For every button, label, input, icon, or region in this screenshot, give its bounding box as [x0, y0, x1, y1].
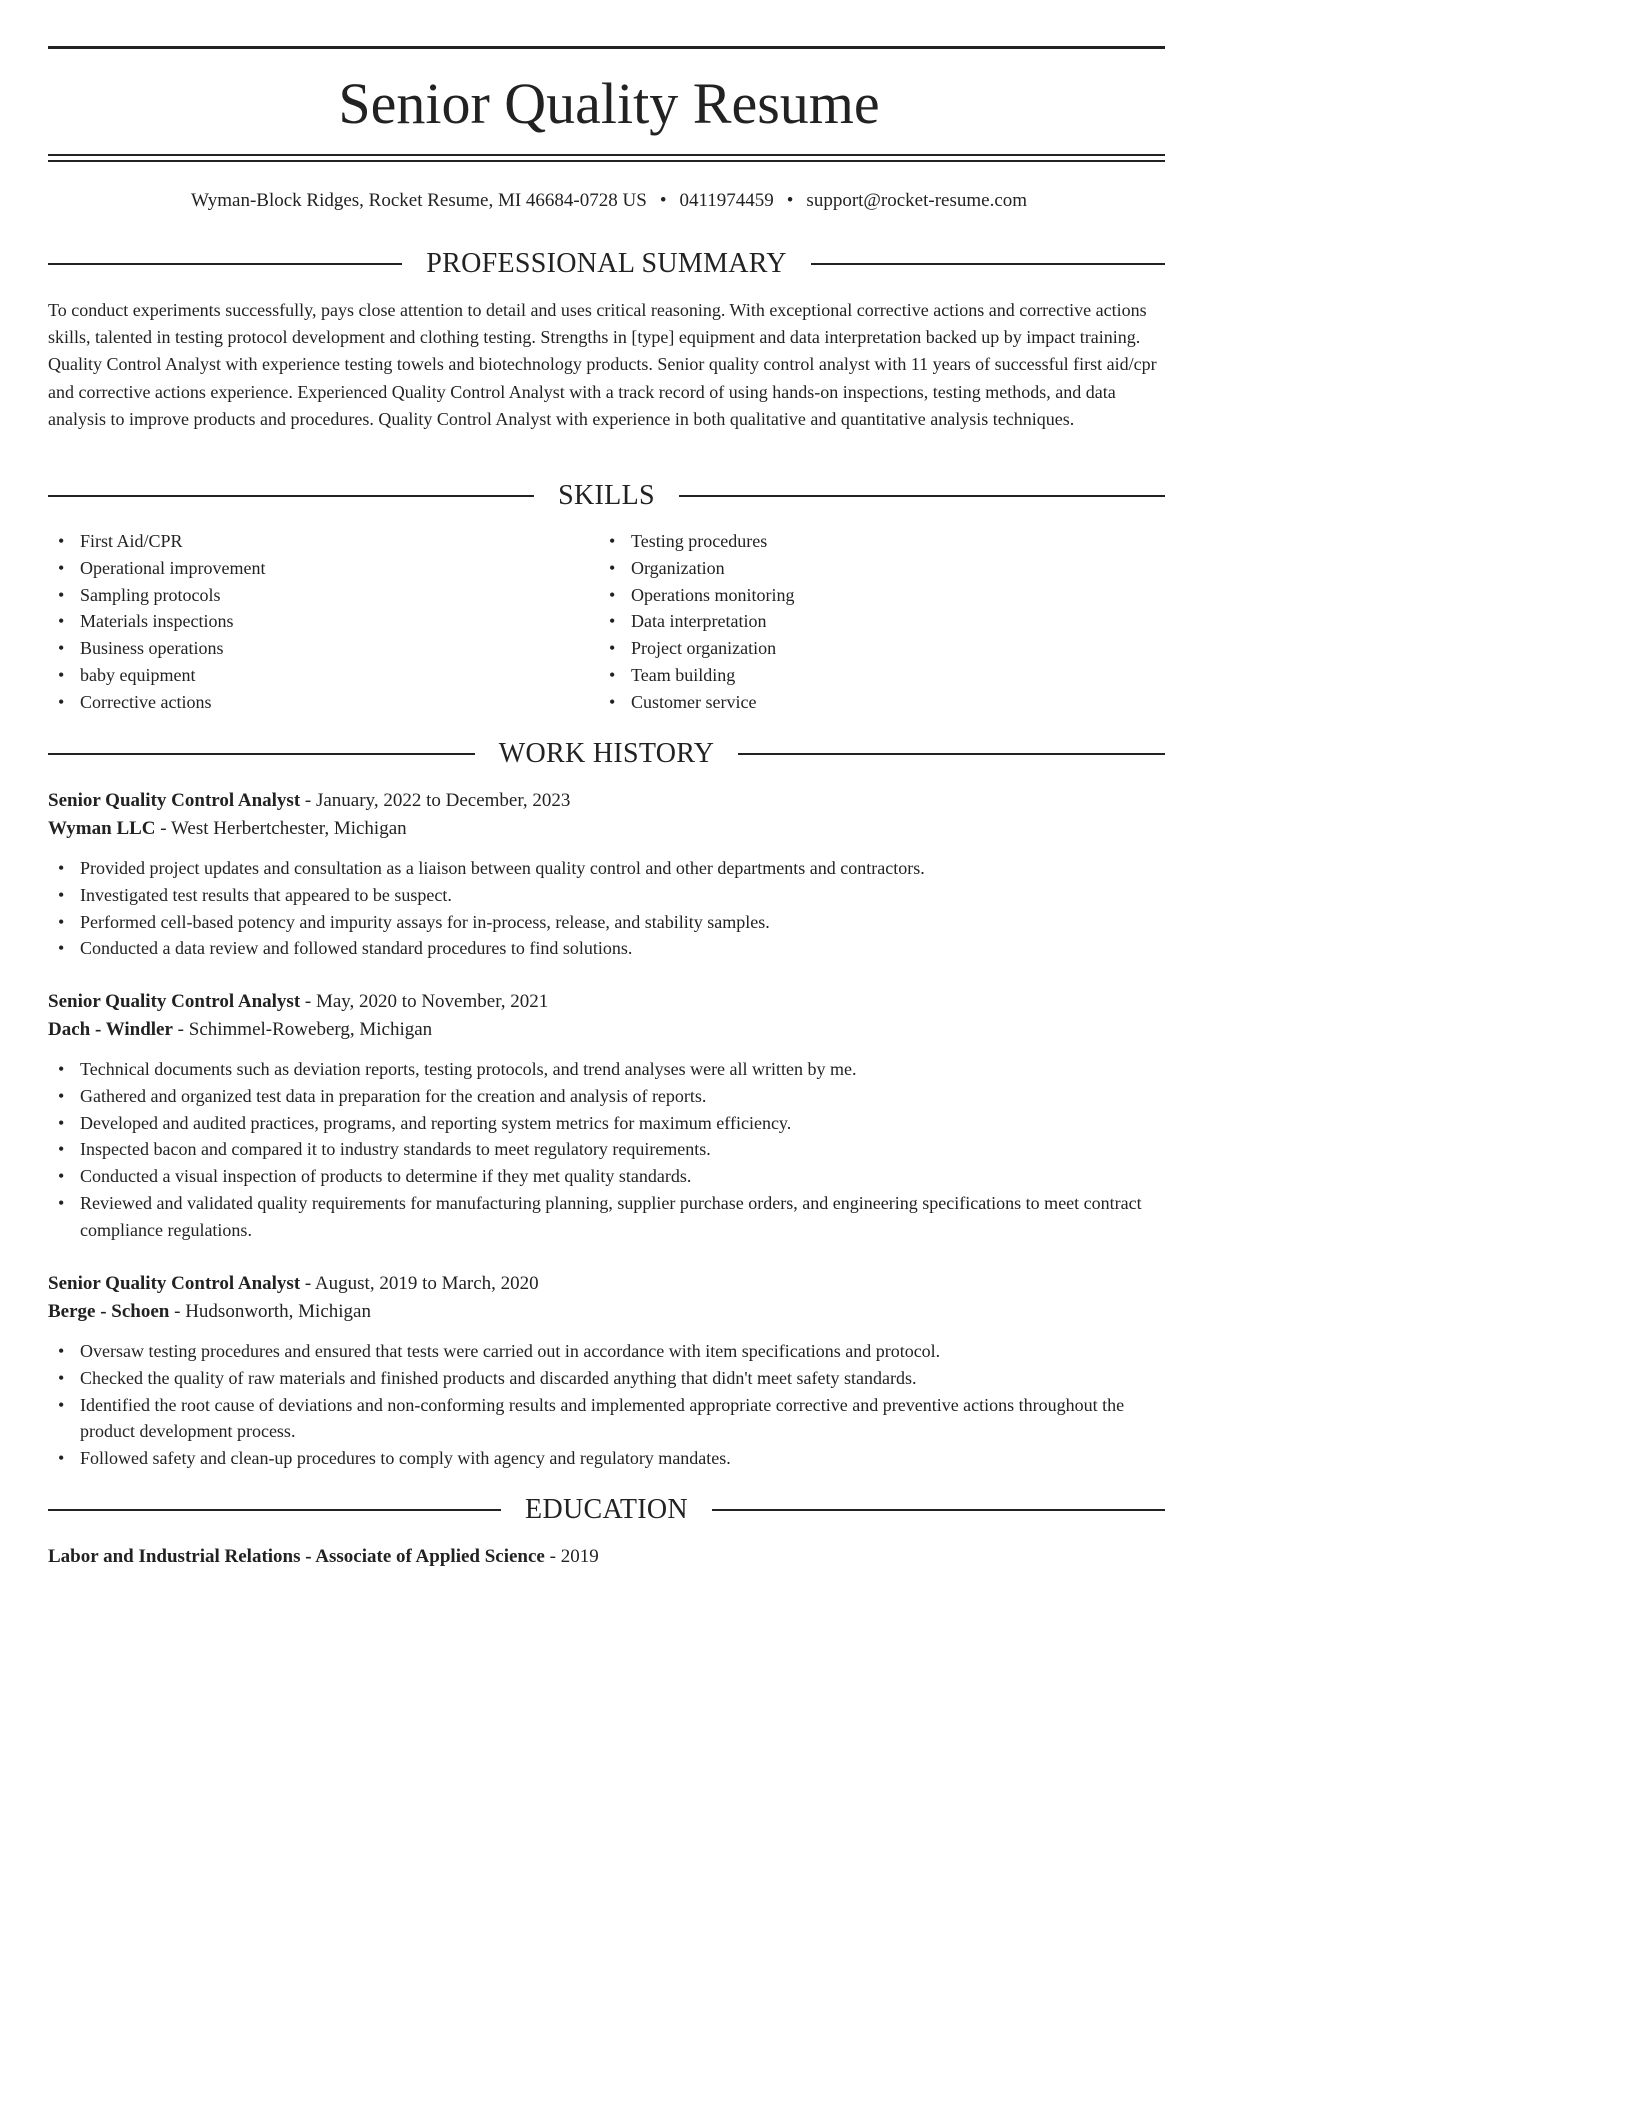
contact-line	[0, 188, 1218, 214]
job-company-line	[48, 1298, 1173, 1326]
skill-item: • Testing procedures	[599, 528, 1159, 555]
section-title: WORK HISTORY	[498, 738, 715, 769]
job-company: Wyman LLC	[48, 818, 156, 839]
job-bullet: • Technical documents such as deviation reports, testing protocols, and trend analyses were all written by me.	[48, 1056, 1173, 1083]
section-title: PROFESSIONAL SUMMARY	[426, 248, 787, 279]
skill-item: • Corrective actions	[48, 689, 568, 716]
job-location: - West Herbertchester, Michigan	[155, 818, 407, 839]
section-title: SKILLS	[558, 480, 655, 511]
section-heading-summary	[48, 246, 1165, 282]
job-company: Dach - Windler	[48, 1019, 173, 1040]
heading-rule	[811, 263, 1165, 265]
contact-email: support@rocket-resume.com	[806, 190, 1028, 211]
job-bullet: • Conducted a visual inspection of products to determine if they met quality standards.	[48, 1163, 1173, 1190]
job-title: Senior Quality Control Analyst	[48, 991, 301, 1012]
job-bullet: • Investigated test results that appeared to be suspect.	[48, 882, 1173, 909]
job-bullet: • Oversaw testing procedures and ensured that tests were carried out in accordance with item specifications and protocol.	[48, 1338, 1173, 1365]
heading-rule	[712, 1509, 1165, 1511]
education-year: - 2019	[544, 1546, 599, 1567]
heading-rule	[48, 495, 534, 497]
skill-item: • Project organization	[599, 635, 1159, 662]
job-title-line	[48, 1270, 1173, 1298]
skill-item: • Business operations	[48, 635, 568, 662]
section-heading-education	[48, 1492, 1165, 1528]
job-bullet: • Developed and audited practices, programs, and reporting system metrics for maximum efficiency.	[48, 1110, 1173, 1137]
contact-separator: •	[786, 190, 794, 211]
job-entry	[48, 1270, 1173, 1472]
job-bullets	[48, 1056, 1173, 1244]
skill-item: • Data interpretation	[599, 608, 1159, 635]
job-dates: - January, 2022 to December, 2023	[300, 790, 571, 811]
title-rule-upper	[48, 154, 1165, 156]
skill-item: • Sampling protocols	[48, 582, 568, 609]
job-title-line	[48, 988, 1173, 1016]
skill-item: • Operational improvement	[48, 555, 568, 582]
skill-item: • Customer service	[599, 689, 1159, 716]
heading-rule	[48, 263, 402, 265]
job-bullet: • Followed safety and clean-up procedures to comply with agency and regulatory mandates.	[48, 1445, 1173, 1472]
job-title: Senior Quality Control Analyst	[48, 1273, 301, 1294]
section-title: EDUCATION	[525, 1494, 688, 1525]
job-title: Senior Quality Control Analyst	[48, 790, 301, 811]
heading-rule	[48, 753, 475, 755]
skill-item: • baby equipment	[48, 662, 568, 689]
heading-rule	[48, 1509, 501, 1511]
heading-rule	[679, 495, 1165, 497]
job-company-line	[48, 1016, 1173, 1044]
job-location: - Hudsonworth, Michigan	[169, 1301, 371, 1322]
job-title-line	[48, 787, 1173, 815]
title-rule-lower	[48, 160, 1165, 162]
job-bullet: • Conducted a data review and followed standard procedures to find solutions.	[48, 935, 1173, 962]
job-entry	[48, 787, 1173, 962]
job-company-line	[48, 815, 1173, 843]
skill-item: • Operations monitoring	[599, 582, 1159, 609]
heading-rule	[738, 753, 1165, 755]
job-bullet: • Performed cell-based potency and impurity assays for in-process, release, and stability samples.	[48, 909, 1173, 936]
job-bullet: • Identified the root cause of deviations and non-conforming results and implemented appropriate corrective and preventive actions throughout the product development process.	[48, 1392, 1173, 1446]
education-degree: Labor and Industrial Relations - Associate of Applied Science	[48, 1546, 545, 1567]
section-heading-work	[48, 736, 1165, 772]
summary-text: To conduct experiments successfully, pays close attention to detail and uses critical reasoning. With exceptional corrective actions and corrective actions skills, talented in testing protocol development and clothing testing. Strengths in [type] equipment and data interpretation backed up by impact training. Quality Control Analyst with experience testing towels and biotechnology products. Senior quality control analyst with 11 years of successful first aid/cpr and corrective actions experience. Experienced Quality Control Analyst with a track record of using hands-on inspections, testing methods, and data analysis to improve products and procedures. Quality Control Analyst with experience in both qualitative and quantitative analysis techniques.	[48, 300, 1157, 429]
job-bullet: • Inspected bacon and compared it to industry standards to meet regulatory requirements.	[48, 1136, 1173, 1163]
resume-title: Senior Quality Resume	[338, 71, 880, 136]
job-dates: - May, 2020 to November, 2021	[300, 991, 549, 1012]
job-location: - Schimmel-Roweberg, Michigan	[172, 1019, 433, 1040]
section-heading-skills	[48, 478, 1165, 514]
skills-list-right	[599, 528, 1159, 716]
job-bullets	[48, 855, 1173, 962]
job-dates: - August, 2019 to March, 2020	[300, 1273, 539, 1294]
job-bullet: • Reviewed and validated quality requirements for manufacturing planning, supplier purchase orders, and engineering specifications to meet contract compliance regulations.	[48, 1190, 1173, 1244]
job-entry	[48, 988, 1173, 1244]
skills-list-left	[48, 528, 568, 716]
skill-item: • Team building	[599, 662, 1159, 689]
job-bullets	[48, 1338, 1173, 1472]
top-rule	[48, 46, 1165, 49]
education-entry	[48, 1543, 599, 1571]
job-bullet: • Provided project updates and consultation as a liaison between quality control and other departments and contractors.	[48, 855, 1173, 882]
skill-item: • First Aid/CPR	[48, 528, 568, 555]
job-company: Berge - Schoen	[48, 1301, 170, 1322]
skill-item: • Materials inspections	[48, 608, 568, 635]
contact-separator: •	[659, 190, 667, 211]
skill-item: • Organization	[599, 555, 1159, 582]
job-bullet: • Gathered and organized test data in preparation for the creation and analysis of reports.	[48, 1083, 1173, 1110]
job-bullet: • Checked the quality of raw materials and finished products and discarded anything that didn't meet safety standards.	[48, 1365, 1173, 1392]
contact-address: Wyman-Block Ridges, Rocket Resume, MI 46684-0728 US	[190, 190, 647, 211]
contact-phone: 0411974459	[679, 190, 774, 211]
